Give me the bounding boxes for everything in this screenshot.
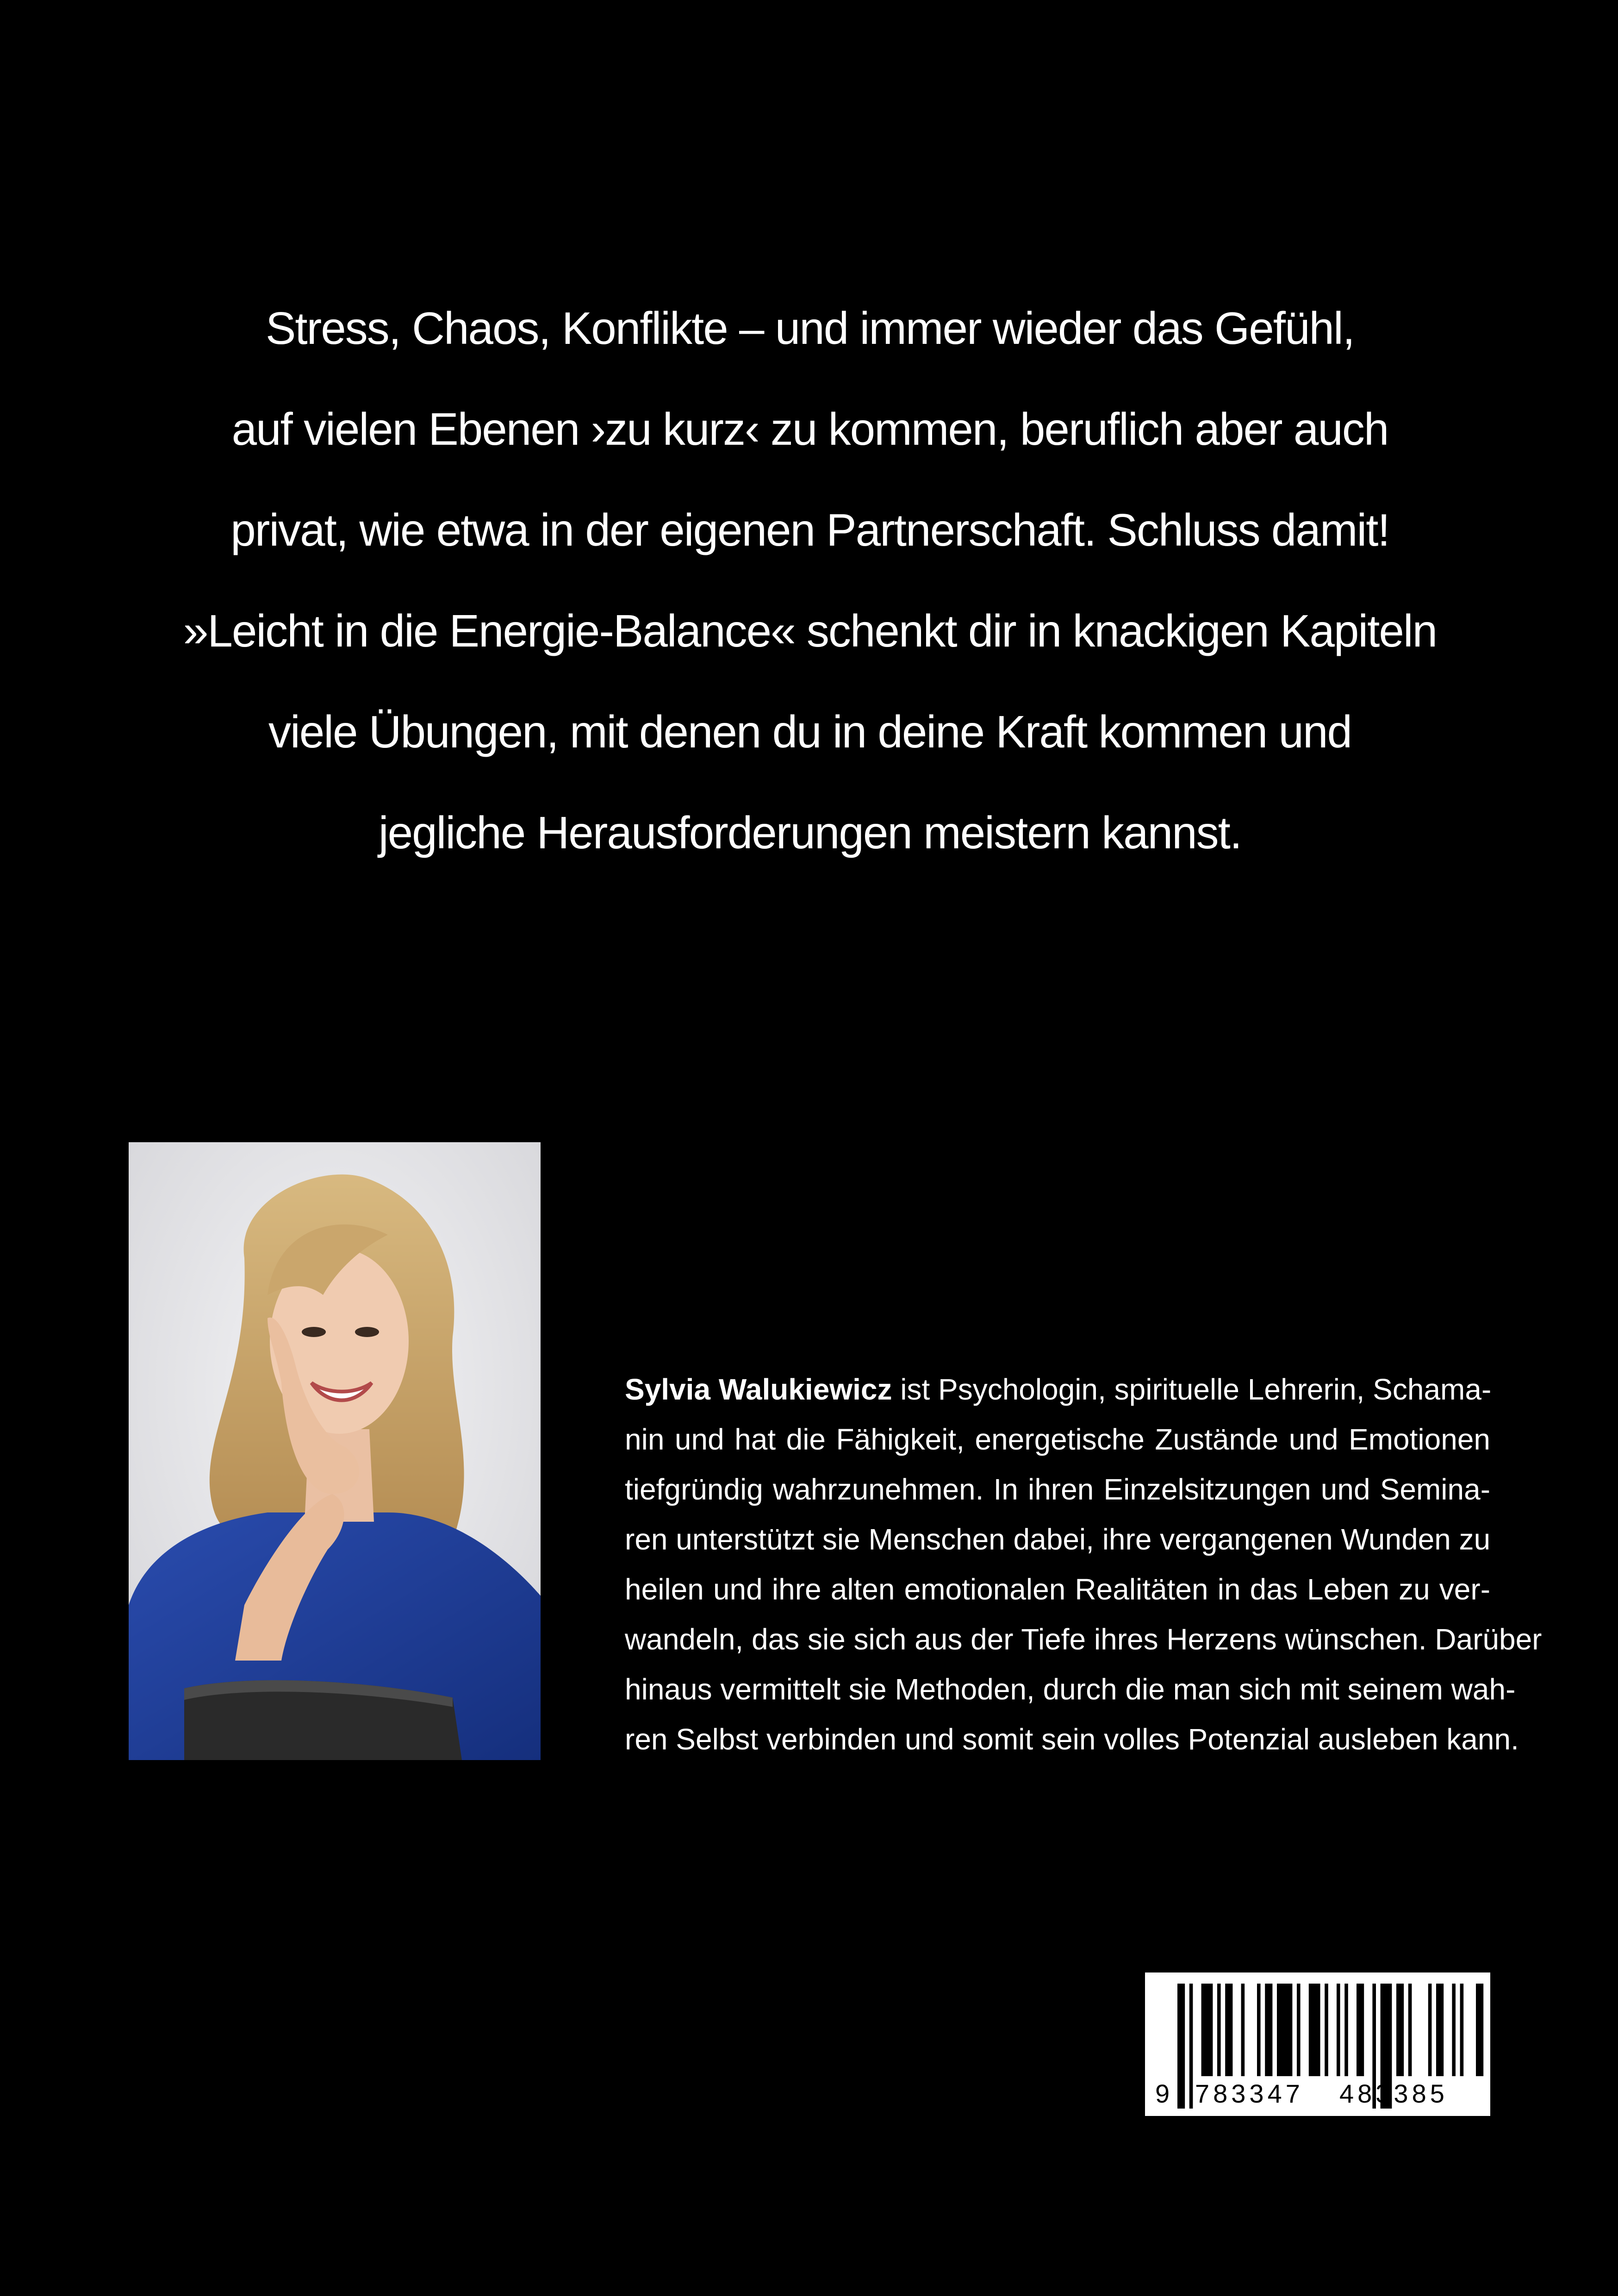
blurb-line: auf vielen Ebenen ›zu kurz‹ zu kommen, beruflich aber auch bbox=[231, 404, 1388, 454]
barcode-bar bbox=[1277, 1984, 1292, 2076]
barcode-bar bbox=[1460, 1984, 1464, 2076]
barcode-bar bbox=[1241, 1984, 1245, 2076]
barcode-left-digits: 783347 bbox=[1195, 2079, 1304, 2108]
barcode-bar bbox=[1452, 1984, 1456, 2076]
barcode-bar bbox=[1436, 1984, 1444, 2076]
barcode-bar bbox=[1265, 1984, 1272, 2076]
author-name: Sylvia Walukiewicz bbox=[625, 1373, 892, 1406]
bio-line: hinaus vermittelt sie Methoden, durch die man sich mit seinem wah- bbox=[625, 1673, 1516, 1706]
barcode-bar bbox=[1428, 1984, 1432, 2076]
barcode-bar bbox=[1257, 1984, 1261, 2076]
blurb-line: viele Übungen, mit denen du in deine Kraft kommen und bbox=[268, 706, 1352, 757]
barcode-bar bbox=[1225, 1984, 1232, 2076]
barcode-first-digit: 9 bbox=[1155, 2079, 1174, 2108]
barcode-bar bbox=[1297, 1984, 1301, 2076]
blurb-line: privat, wie etwa in der eigenen Partnerschaft. Schluss damit! bbox=[230, 504, 1389, 555]
barcode-bar bbox=[1217, 1984, 1221, 2076]
barcode-bar bbox=[1337, 1984, 1340, 2076]
barcode-bar bbox=[1189, 1984, 1193, 2109]
author-photo bbox=[129, 1142, 541, 1760]
bio-line: heilen und ihre alten emotionalen Realitäten in das Leben zu ver- bbox=[625, 1573, 1490, 1606]
bio-line: ren unterstützt sie Menschen dabei, ihre vergangenen Wunden zu bbox=[625, 1523, 1491, 1556]
barcode-bar bbox=[1408, 1984, 1412, 2076]
blurb-line: jegliche Herausforderungen meistern kannst. bbox=[378, 807, 1242, 858]
author-bio bbox=[625, 1364, 1542, 1764]
isbn-barcode bbox=[1145, 1972, 1490, 2116]
bio-line bbox=[625, 1364, 1490, 1414]
bio-line: tiefgründig wahrzunehmen. In ihren Einzelsitzungen und Semina- bbox=[625, 1473, 1490, 1506]
barcode-bar bbox=[1357, 1984, 1364, 2076]
barcode-bar bbox=[1344, 1984, 1348, 2076]
barcode-bar bbox=[1396, 1984, 1404, 2076]
barcode-bar bbox=[1177, 1984, 1185, 2109]
blurb-line: Stress, Chaos, Konflikte – und immer wieder das Gefühl, bbox=[265, 303, 1354, 354]
blurb-line: »Leicht in die Energie-Balance« schenkt dir in knackigen Kapiteln bbox=[183, 605, 1437, 656]
barcode-bar bbox=[1201, 1984, 1213, 2076]
barcode-bar bbox=[1476, 1984, 1483, 2076]
bio-line: nin und hat die Fähigkeit, energetische Zustände und Emotionen bbox=[625, 1423, 1490, 1456]
barcode-bar bbox=[1325, 1984, 1328, 2076]
barcode-right-digits: 483385 bbox=[1339, 2079, 1448, 2108]
bio-line: ren Selbst verbinden und somit sein volles Potenzial ausleben kann. bbox=[625, 1723, 1519, 1756]
bio-line-text: ist Psychologin, spirituelle Lehrerin, Schama- bbox=[892, 1373, 1492, 1406]
author-portrait-image bbox=[129, 1142, 541, 1760]
blurb-text bbox=[116, 278, 1504, 883]
barcode-bar bbox=[1309, 1984, 1320, 2076]
bio-line: wandeln, das sie sich aus der Tiefe ihres Herzens wünschen. Darüber bbox=[625, 1623, 1542, 1656]
